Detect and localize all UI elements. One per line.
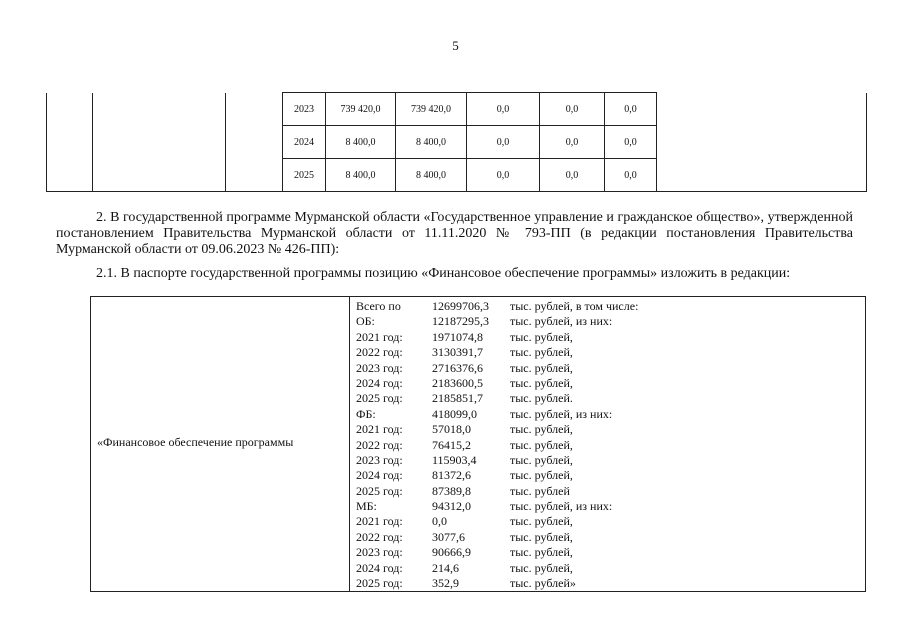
funding-label: 2025 год: bbox=[356, 576, 403, 591]
value-cell: 0,0 bbox=[605, 159, 657, 192]
funding-label: ФБ: bbox=[356, 406, 376, 421]
empty-cell bbox=[657, 93, 867, 192]
value-cell: 8 400,0 bbox=[396, 159, 467, 192]
funding-unit: тыс. рублей, bbox=[510, 560, 573, 575]
value-cell: 8 400,0 bbox=[396, 126, 467, 159]
funding-row bbox=[356, 545, 861, 560]
year-cell: 2023 bbox=[283, 93, 326, 126]
funding-unit: тыс. рублей, bbox=[510, 345, 573, 360]
funding-label: 2024 год: bbox=[356, 375, 403, 390]
passport-label-cell bbox=[91, 297, 350, 591]
funding-label: 2022 год: bbox=[356, 345, 403, 360]
year-cell: 2025 bbox=[283, 159, 326, 192]
funding-amount: 0,0 bbox=[432, 514, 447, 529]
funding-amount: 3077,6 bbox=[432, 529, 465, 544]
page-number: 5 bbox=[452, 38, 459, 53]
funding-label: 2021 год: bbox=[356, 422, 403, 437]
funding-continuation-table bbox=[46, 92, 867, 192]
funding-label: ОБ: bbox=[356, 314, 375, 329]
funding-amount: 2716376,6 bbox=[432, 360, 483, 375]
funding-row bbox=[356, 422, 861, 437]
passport-values bbox=[356, 299, 861, 591]
passport-funding-table bbox=[90, 296, 866, 592]
value-cell: 0,0 bbox=[467, 159, 540, 192]
funding-row bbox=[356, 299, 861, 314]
value-cell: 0,0 bbox=[605, 93, 657, 126]
funding-unit: тыс. рублей, из них: bbox=[510, 314, 613, 329]
funding-unit: тыс. рублей, bbox=[510, 422, 573, 437]
funding-amount: 12699706,3 bbox=[432, 299, 489, 313]
funding-unit: тыс. рублей, bbox=[510, 545, 573, 560]
funding-row bbox=[356, 438, 861, 453]
paragraph-2-1 bbox=[56, 266, 853, 282]
empty-cell bbox=[47, 93, 93, 192]
funding-unit: тыс. рублей» bbox=[510, 576, 576, 591]
funding-label: 2024 год: bbox=[356, 560, 403, 575]
funding-amount: 81372,6 bbox=[432, 468, 471, 483]
value-cell: 0,0 bbox=[467, 126, 540, 159]
funding-label: 2024 год: bbox=[356, 468, 403, 483]
funding-label: 2022 год: bbox=[356, 529, 403, 544]
funding-unit: тыс. рублей, bbox=[510, 329, 573, 344]
funding-row bbox=[356, 314, 861, 329]
funding-row bbox=[356, 499, 861, 514]
funding-unit: тыс. рублей, bbox=[510, 529, 573, 544]
funding-amount: 2183600,5 bbox=[432, 375, 483, 390]
value-cell: 739 420,0 bbox=[396, 93, 467, 126]
funding-label: 2023 год: bbox=[356, 452, 403, 467]
funding-amount: 418099,0 bbox=[432, 406, 477, 421]
funding-label: 2025 год: bbox=[356, 391, 403, 406]
funding-amount: 352,9 bbox=[432, 576, 459, 591]
funding-unit: тыс. рублей, из них: bbox=[510, 406, 613, 421]
funding-amount: 94312,0 bbox=[432, 499, 471, 514]
funding-unit: тыс. рублей, bbox=[510, 468, 573, 483]
value-cell: 0,0 bbox=[467, 93, 540, 126]
funding-unit: тыс. рублей, bbox=[510, 452, 573, 467]
empty-cell bbox=[226, 93, 283, 192]
empty-cell bbox=[93, 93, 226, 192]
funding-row bbox=[356, 361, 861, 376]
funding-row bbox=[356, 330, 861, 345]
funding-unit: тыс. рублей, bbox=[510, 437, 573, 452]
funding-label: 2023 год: bbox=[356, 360, 403, 375]
value-cell: 739 420,0 bbox=[326, 93, 396, 126]
funding-unit: тыс. рублей, bbox=[510, 360, 573, 375]
funding-amount: 115903,4 bbox=[432, 452, 477, 467]
passport-label: «Финансовое обеспечение программы bbox=[97, 435, 294, 449]
funding-unit: тыс. рублей, в том числе: bbox=[510, 299, 639, 313]
funding-unit: тыс. рублей bbox=[510, 483, 570, 498]
funding-unit: тыс. рублей. bbox=[510, 391, 573, 406]
funding-row bbox=[356, 576, 861, 591]
table-row bbox=[47, 93, 867, 126]
funding-label: 2025 год: bbox=[356, 483, 403, 498]
funding-row bbox=[356, 391, 861, 406]
value-cell: 8 400,0 bbox=[326, 126, 396, 159]
funding-row bbox=[356, 530, 861, 545]
funding-row bbox=[356, 514, 861, 529]
funding-row bbox=[356, 468, 861, 483]
funding-unit: тыс. рублей, bbox=[510, 375, 573, 390]
funding-amount: 57018,0 bbox=[432, 422, 471, 437]
funding-row bbox=[356, 561, 861, 576]
value-cell: 0,0 bbox=[605, 126, 657, 159]
paragraph-2-1-text: 2.1. В паспорте государственной программы позицию «Финансовое обеспечение программы» изложить в редакции: bbox=[96, 266, 791, 281]
funding-label: 2021 год: bbox=[356, 329, 403, 344]
funding-amount: 214,6 bbox=[432, 560, 459, 575]
funding-amount: 76415,2 bbox=[432, 437, 471, 452]
funding-unit: тыс. рублей, из них: bbox=[510, 499, 613, 514]
funding-amount: 1971074,8 bbox=[432, 329, 483, 344]
paragraph-2-text: 2. В государственной программе Мурманской области «Государственное управление и гражданское общество», утвержденной постановлением Правительства Мурманской области от 11.11.2020 № 793-ПП (в редакции постановления Правительства Мурманской области от 09.06.2023 № 426-ПП): bbox=[56, 210, 853, 257]
funding-amount: 87389,8 bbox=[432, 483, 471, 498]
funding-amount: 3130391,7 bbox=[432, 345, 483, 360]
funding-label: 2023 год: bbox=[356, 545, 403, 560]
funding-label: Всего по bbox=[356, 299, 401, 313]
funding-row bbox=[356, 484, 861, 499]
value-cell: 0,0 bbox=[540, 126, 605, 159]
funding-amount: 12187295,3 bbox=[432, 314, 489, 329]
funding-amount: 90666,9 bbox=[432, 545, 471, 560]
value-cell: 0,0 bbox=[540, 93, 605, 126]
funding-unit: тыс. рублей, bbox=[510, 514, 573, 529]
funding-row bbox=[356, 407, 861, 422]
funding-row bbox=[356, 345, 861, 360]
year-cell: 2024 bbox=[283, 126, 326, 159]
funding-label: 2022 год: bbox=[356, 437, 403, 452]
funding-row bbox=[356, 453, 861, 468]
value-cell: 0,0 bbox=[540, 159, 605, 192]
funding-amount: 2185851,7 bbox=[432, 391, 483, 406]
value-cell: 8 400,0 bbox=[326, 159, 396, 192]
paragraph-2 bbox=[56, 210, 853, 258]
funding-row bbox=[356, 376, 861, 391]
funding-label: 2021 год: bbox=[356, 514, 403, 529]
funding-label: МБ: bbox=[356, 499, 377, 514]
